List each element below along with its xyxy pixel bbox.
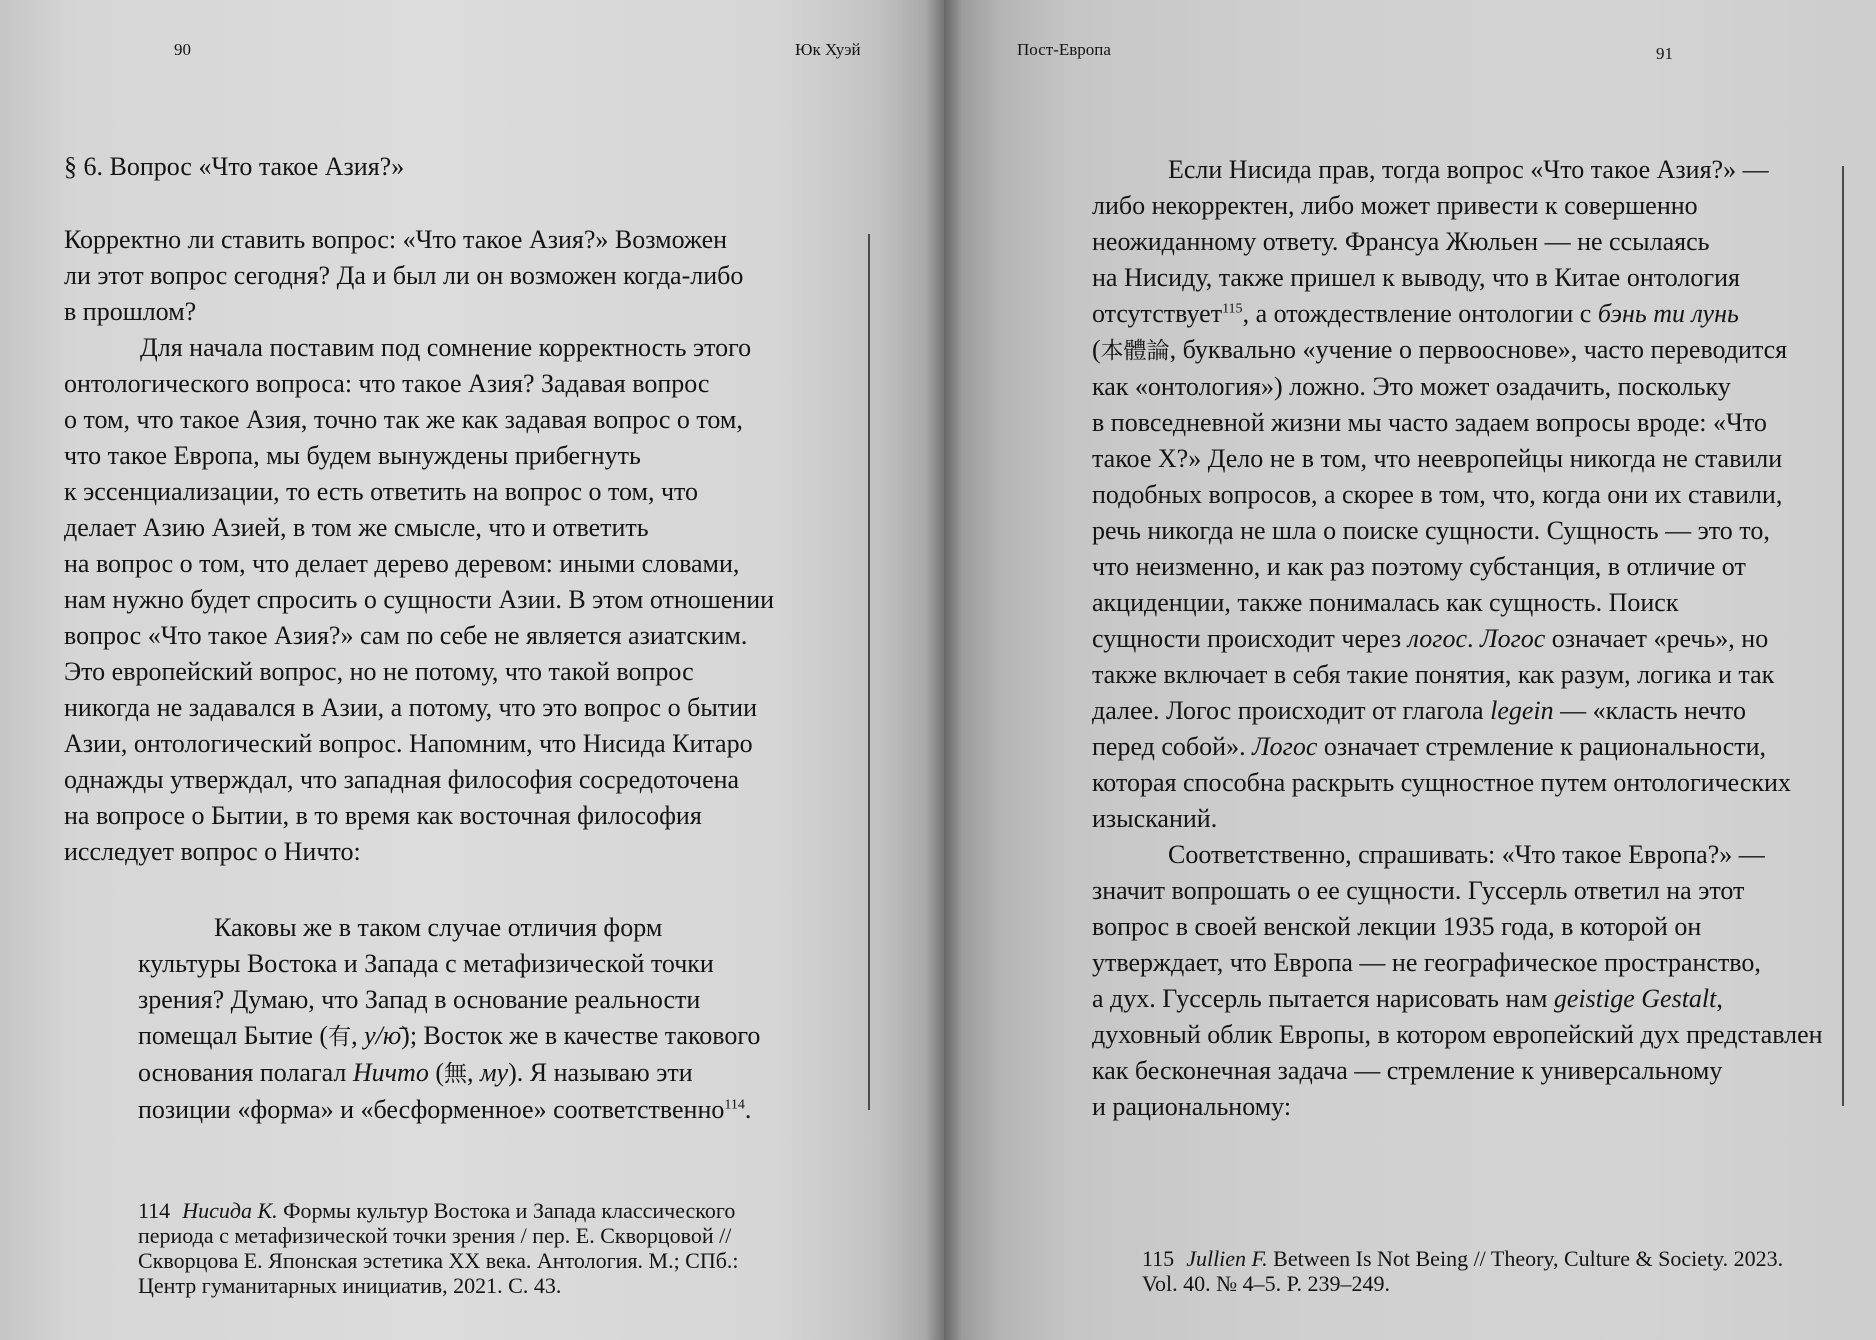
block-quote: [138, 910, 858, 1128]
text-line: отсутствует$^{115}$, а отождествление онтологии с бэнь ти лунь: [1092, 299, 1739, 328]
quote-line: культуры Востока и Запада с метафизической точки: [138, 949, 714, 978]
footnote-number: 115: [1142, 1246, 1175, 1271]
text-line: духовный облик Европы, в котором европейский дух представлен: [1092, 1020, 1823, 1049]
text-line: (本體論, буквально «учение о первооснове», часто переводится: [1092, 335, 1788, 364]
text-line: далее. Логос происходит от глагола legein — «класть нечто: [1092, 696, 1746, 725]
text-line: к эссенциализации, то есть ответить на вопрос о том, что: [64, 477, 699, 506]
right-body: [1092, 152, 1832, 1125]
text-line: однажды утверждал, что западная философия сосредоточена: [64, 765, 740, 794]
text-line: что неизменно, и как раз поэтому субстанция, в отличие от: [1092, 552, 1746, 581]
text-line: Это европейский вопрос, но не потому, что такой вопрос: [64, 657, 694, 686]
text-line: Если Нисида прав, тогда вопрос «Что такое Азия?» —: [1168, 155, 1769, 184]
text-line: речь никогда не шла о поиске сущности. Сущность — это то,: [1092, 516, 1770, 545]
text-line: также включает в себя такие понятия, как разум, логика и так: [1092, 660, 1775, 689]
left-body: [64, 222, 864, 870]
text-line: на вопрос о том, что делает дерево деревом: иными словами,: [64, 549, 740, 578]
text-line: перед собой». Логос означает стремление к рациональности,: [1092, 732, 1767, 761]
text-line: о том, что такое Азия, точно так же как задавая вопрос о том,: [64, 405, 743, 434]
footnote-number: 114: [138, 1198, 171, 1223]
text-line: что такое Европа, мы будем вынуждены прибегнуть: [64, 441, 641, 470]
quote-line: помещал Бытие (有, у/ю̄); Восток же в качестве такового: [138, 1021, 761, 1050]
text-line: делает Азию Азией, в том же смысле, что и ответить: [64, 513, 649, 542]
footnote-ref: 115: [1222, 301, 1243, 317]
text-line: акциденции, также понималась как сущность. Поиск: [1092, 588, 1679, 617]
text-line: как «онтология») ложно. Это может озадачить, поскольку: [1092, 372, 1731, 401]
quote-line: позиции «форма» и «бесформенное» соответственно$^{114}$.: [138, 1095, 752, 1124]
text-line: утверждает, что Европа — не географическое пространство,: [1092, 948, 1761, 977]
text-line: исследует вопрос о Ничто:: [64, 837, 361, 866]
section-heading: § 6. Вопрос «Что такое Азия?»: [64, 152, 405, 181]
footnote-line: Vol. 40. № 4–5. P. 239–249.: [1142, 1271, 1390, 1296]
running-head: Юк Хуэй: [795, 40, 861, 59]
text-line: ли этот вопрос сегодня? Да и был ли он возможен когда-либо: [64, 261, 744, 290]
text-line: как бесконечная задача — стремление к универсальному: [1092, 1056, 1723, 1085]
text-line: либо некорректен, либо может привести к совершенно: [1092, 191, 1698, 220]
text-line: значит вопрошать о ее сущности. Гуссерль ответил на этот: [1092, 876, 1745, 905]
right-page: [944, 0, 1876, 1340]
footnote-author: Нисида К.: [182, 1198, 278, 1223]
margin-rule: [1842, 166, 1844, 1106]
footnote-author: Jullien F.: [1186, 1246, 1268, 1271]
running-head: Пост-Европа: [1017, 40, 1111, 59]
text-line: онтологического вопроса: что такое Азия? Задавая вопрос: [64, 369, 710, 398]
footnote-line: Скворцова Е. Японская эстетика XX века. Антология. М.; СПб.:: [138, 1248, 739, 1273]
text-line: такое X?» Дело не в том, что неевропейцы никогда не ставили: [1092, 444, 1783, 473]
footnote-115: 115 Jullien F. Between Is Not Being // Theory, Culture & Society. 2023. Vol. 40. № 4–5. P. 239–249.: [1142, 1246, 1842, 1296]
text-line: вопрос в своей венской лекции 1935 года, в которой он: [1092, 912, 1702, 941]
text-line: Соответственно, спрашивать: «Что такое Европа?» —: [1168, 840, 1765, 869]
text-line: которая способна раскрыть сущностное путем онтологических: [1092, 768, 1791, 797]
quote-line: основания полагал Ничто (無, му). Я называю эти: [138, 1058, 693, 1087]
text-line: изысканий.: [1092, 804, 1218, 833]
text-line: никогда не задавался в Азии, а потому, что это вопрос о бытии: [64, 693, 757, 722]
footnote-114: 114 Нисида К. Формы культур Востока и Запада классического периода с метафизической точки зрения / пер. Е. Скворцовой // Скворцова Е. Японская эстетика XX века. Антология. М.; СПб.: Центр гуманитарных инициатив, 2021. С. 43.: [138, 1198, 918, 1298]
text-line: на Нисиду, также пришел к выводу, что в Китае онтология: [1092, 263, 1740, 292]
text-line: на вопросе о Бытии, в то время как восточная философия: [64, 801, 702, 830]
text-line: в прошлом?: [64, 297, 197, 326]
text-line: Корректно ли ставить вопрос: «Что такое Азия?» Возможен: [64, 225, 728, 254]
footnote-line: периода с метафизической точки зрения / пер. Е. Скворцовой //: [138, 1223, 732, 1248]
footnote-line: Центр гуманитарных инициатив, 2021. С. 43.: [138, 1273, 562, 1298]
text-line: вопрос «Что такое Азия?» сам по себе не является азиатским.: [64, 621, 748, 650]
text-line: Для начала поставим под сомнение корректность этого: [140, 333, 752, 362]
text-line: Азии, онтологический вопрос. Напомним, что Нисида Китаро: [64, 729, 753, 758]
book-spine-shadow: [926, 0, 962, 1340]
text-line: в повседневной жизни мы часто задаем вопросы вроде: «Что: [1092, 408, 1767, 437]
text-line: подобных вопросов, а скорее в том, что, когда они их ставили,: [1092, 480, 1783, 509]
page-number: 90: [174, 40, 191, 59]
text-line: нам нужно будет спросить о сущности Азии. В этом отношении: [64, 585, 775, 614]
text-line: неожиданному ответу. Франсуа Жюльен — не ссылаясь: [1092, 227, 1710, 256]
footnote-ref: 114: [724, 1097, 745, 1113]
text-line: и рациональному:: [1092, 1092, 1292, 1121]
quote-line: Каковы же в таком случае отличия форм: [214, 913, 663, 942]
text-line: сущности происходит через логос. Логос означает «речь», но: [1092, 624, 1769, 653]
page-number: 91: [1656, 44, 1673, 63]
quote-line: зрения? Думаю, что Запад в основание реальности: [138, 985, 701, 1014]
text-line: а дух. Гуссерль пытается нарисовать нам geistige Gestalt,: [1092, 984, 1723, 1013]
margin-rule: [868, 234, 870, 1110]
